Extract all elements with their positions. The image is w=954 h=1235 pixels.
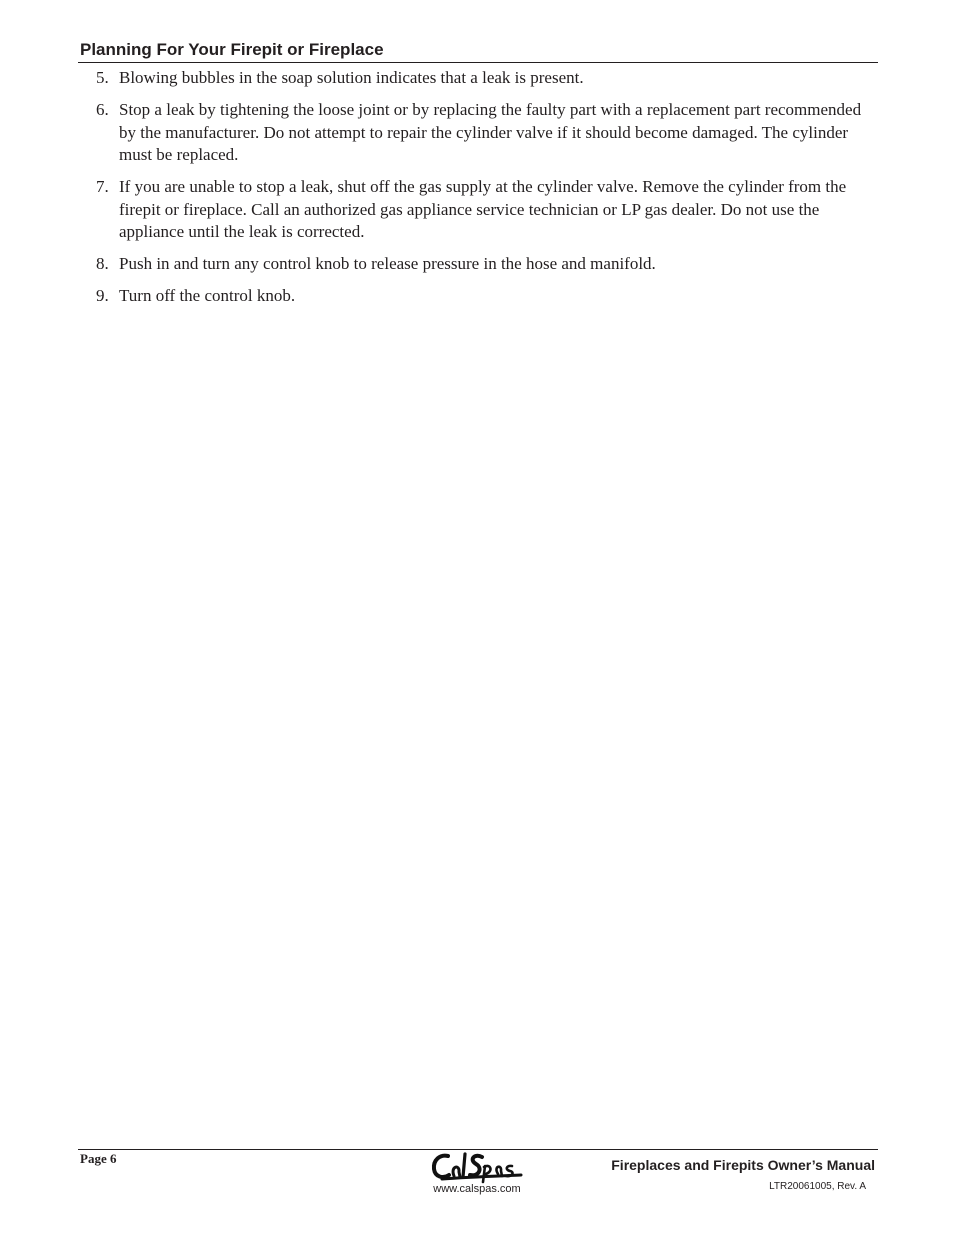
step-number: 6. <box>96 100 109 119</box>
step-number: 9. <box>96 286 109 305</box>
page-header-title: Planning For Your Firepit or Fireplace <box>80 40 384 59</box>
step-text: Turn off the control knob. <box>119 286 296 305</box>
header-divider <box>78 62 878 63</box>
step-text: Blowing bubbles in the soap solution indicates that a leak is present. <box>119 68 584 87</box>
manual-title: Fireplaces and Firepits Owner’s Manual <box>611 1157 875 1173</box>
instruction-step <box>96 253 878 276</box>
step-text: Push in and turn any control knob to release pressure in the hose and manifold. <box>119 254 656 273</box>
step-number: 8. <box>96 254 109 273</box>
step-text: If you are unable to stop a leak, shut off the gas supply at the cylinder valve. Remove the cylinder from the firepit or fireplace. Call an authorized gas appliance service technician or LP gas dealer. Do not use the appliance until the leak is corrected. <box>119 177 847 241</box>
instruction-step <box>96 285 878 308</box>
instruction-step <box>96 67 878 90</box>
calspas-logo <box>428 1150 524 1184</box>
instruction-step <box>96 176 878 244</box>
step-text: Stop a leak by tightening the loose joint or by replacing the faulty part with a replacement part recommended by the manufacturer. Do not attempt to repair the cylinder valve if it should become damaged. The cylinder must be replaced. <box>119 100 862 164</box>
instruction-steps-list <box>96 67 878 317</box>
step-number: 7. <box>96 177 109 196</box>
document-code: LTR20061005, Rev. A <box>769 1181 866 1192</box>
website-url: www.calspas.com <box>433 1183 521 1195</box>
instruction-step <box>96 99 878 167</box>
step-number: 5. <box>96 68 109 87</box>
calspas-logo-graphic <box>428 1150 524 1184</box>
page-number: Page 6 <box>80 1151 117 1166</box>
